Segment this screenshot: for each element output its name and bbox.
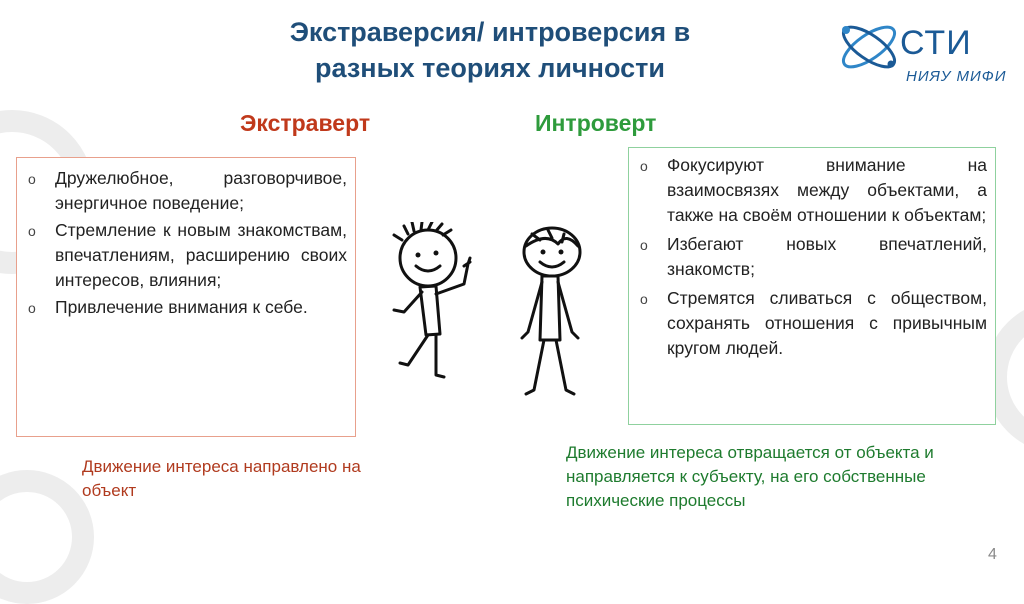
extravert-stick-figure (394, 222, 470, 377)
sti-logo (834, 8, 1014, 98)
slide-title-line-2: разных теориях личности (315, 53, 665, 83)
bullet-icon: o (640, 291, 648, 307)
list-item: o Стремление к новым знакомствам, впечатлениям, расширению своих интересов, влияния; (28, 220, 347, 290)
list-item: o Привлечение внимания к себе. (55, 295, 347, 320)
list-item: o Фокусируют внимание на взаимосвязях между объектами, а также на своём отношении к объектам; (640, 155, 987, 225)
introvert-heading: Интроверт (535, 110, 657, 136)
stick-figures-illustration (380, 222, 620, 422)
bullet-icon: o (640, 158, 648, 174)
extravert-note: Движение интереса направлено на объект (82, 457, 361, 500)
bullet-icon: o (28, 171, 36, 187)
introvert-list (629, 148, 995, 361)
introvert-box (628, 147, 996, 425)
introvert-note: Движение интереса отвращается от объекта и направляется к субъекту, на его собственные психические процессы (566, 443, 934, 510)
logo-subtitle: НИЯУ МИФИ (906, 68, 1007, 85)
slide-title (170, 14, 810, 86)
extravert-list (17, 158, 355, 320)
logo-name: СТИ (900, 24, 972, 62)
slide-title-line-1: Экстраверсия/ интроверсия в (289, 17, 691, 47)
bullet-icon: o (28, 223, 36, 239)
extravert-heading: Экстраверт (240, 110, 371, 136)
bullet-icon: o (28, 300, 36, 316)
extravert-box (16, 157, 356, 437)
list-item: o Дружелюбное, разговорчивое, энергичное поведение; (28, 168, 347, 213)
bullet-icon: o (640, 237, 648, 253)
atom-icon (834, 12, 904, 82)
page-number: 4 (988, 546, 997, 563)
decorative-ring-bottom-left (0, 470, 94, 604)
introvert-stick-figure (522, 228, 580, 394)
list-item: o Избегают новых впечатлений, знакомств; (640, 234, 987, 279)
list-item: o Стремятся сливаться с обществом, сохранять отношения с привычным кругом людей. (640, 288, 987, 358)
